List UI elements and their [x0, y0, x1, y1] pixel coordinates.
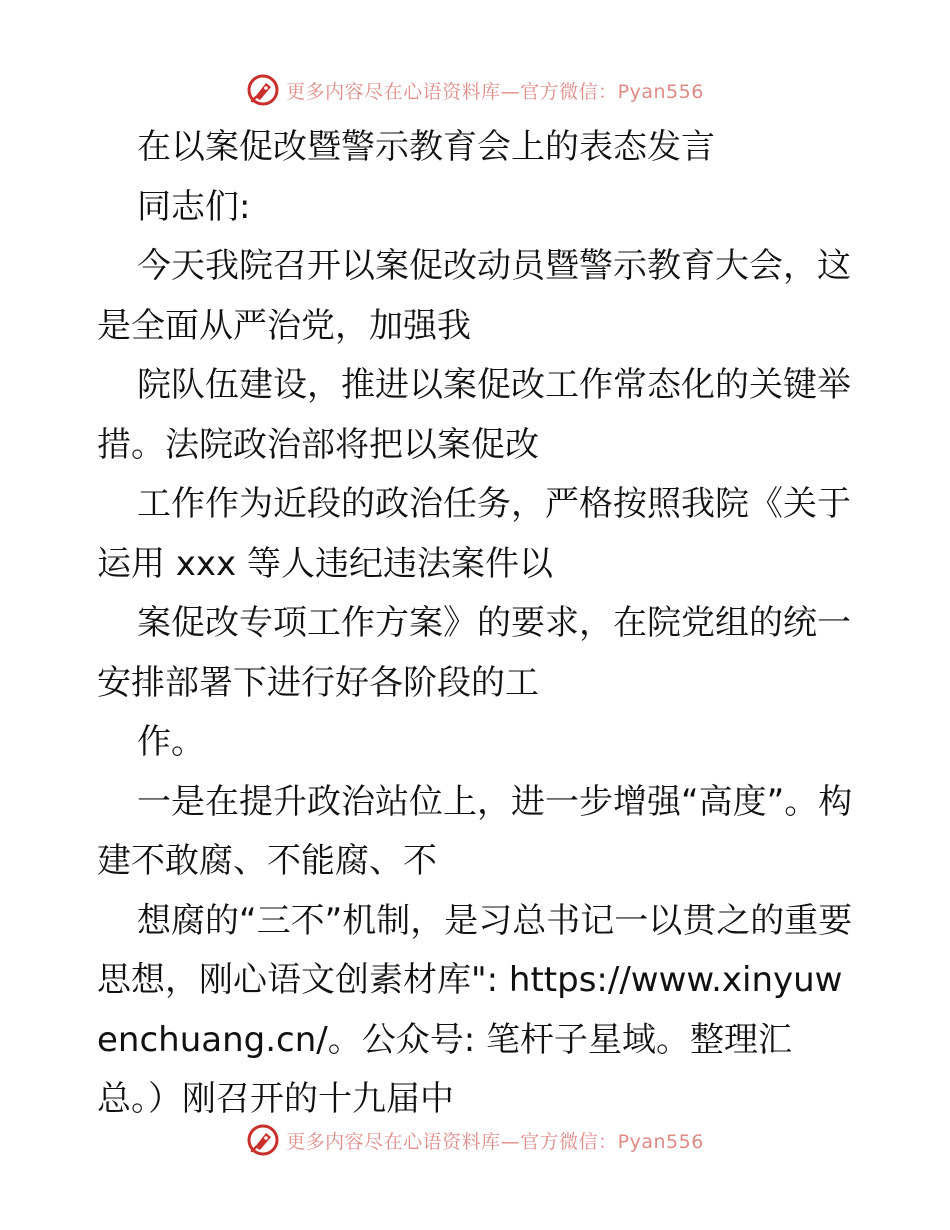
- header-banner: [0, 70, 950, 110]
- pen-nib-logo-icon: [246, 73, 280, 107]
- document-body: [97, 118, 857, 1130]
- paragraph: 工作作为近段的政治任务，严格按照我院《关于运用 xxx 等人违纪违法案件以: [97, 484, 851, 584]
- document-title: 在以案促改暨警示教育会上的表态发言: [137, 127, 715, 167]
- paragraph: 作。: [137, 722, 205, 762]
- paragraph: 院队伍建设，推进以案促改工作常态化的关键举措。法院政治部将把以案促改: [97, 365, 851, 465]
- paragraph: 一是在提升政治站位上，进一步增强“高度”。构建不敢腐、不能腐、不: [97, 781, 853, 881]
- paragraph: 想腐的“三不”机制，是习总书记一以贯之的重要思想，刚心语文创素材库": https://www.xinyuwenchuang.cn/。公众号: 笔杆子星域。整理汇总。）刚召开的十九届中: [97, 900, 853, 1119]
- header-banner-text: 更多内容尽在心语资料库—官方微信：Pyan556: [286, 80, 704, 103]
- paragraph: 案促改专项工作方案》的要求，在院党组的统一安排部署下进行好各阶段的工: [97, 603, 851, 703]
- footer-banner-text: 更多内容尽在心语资料库—官方微信：Pyan556: [286, 1130, 704, 1153]
- pen-nib-logo-icon: [246, 1123, 280, 1157]
- footer-banner: [0, 1120, 950, 1160]
- paragraph: 今天我院召开以案促改动员暨警示教育大会，这是全面从严治党，加强我: [97, 246, 851, 346]
- salutation: 同志们:: [137, 186, 251, 227]
